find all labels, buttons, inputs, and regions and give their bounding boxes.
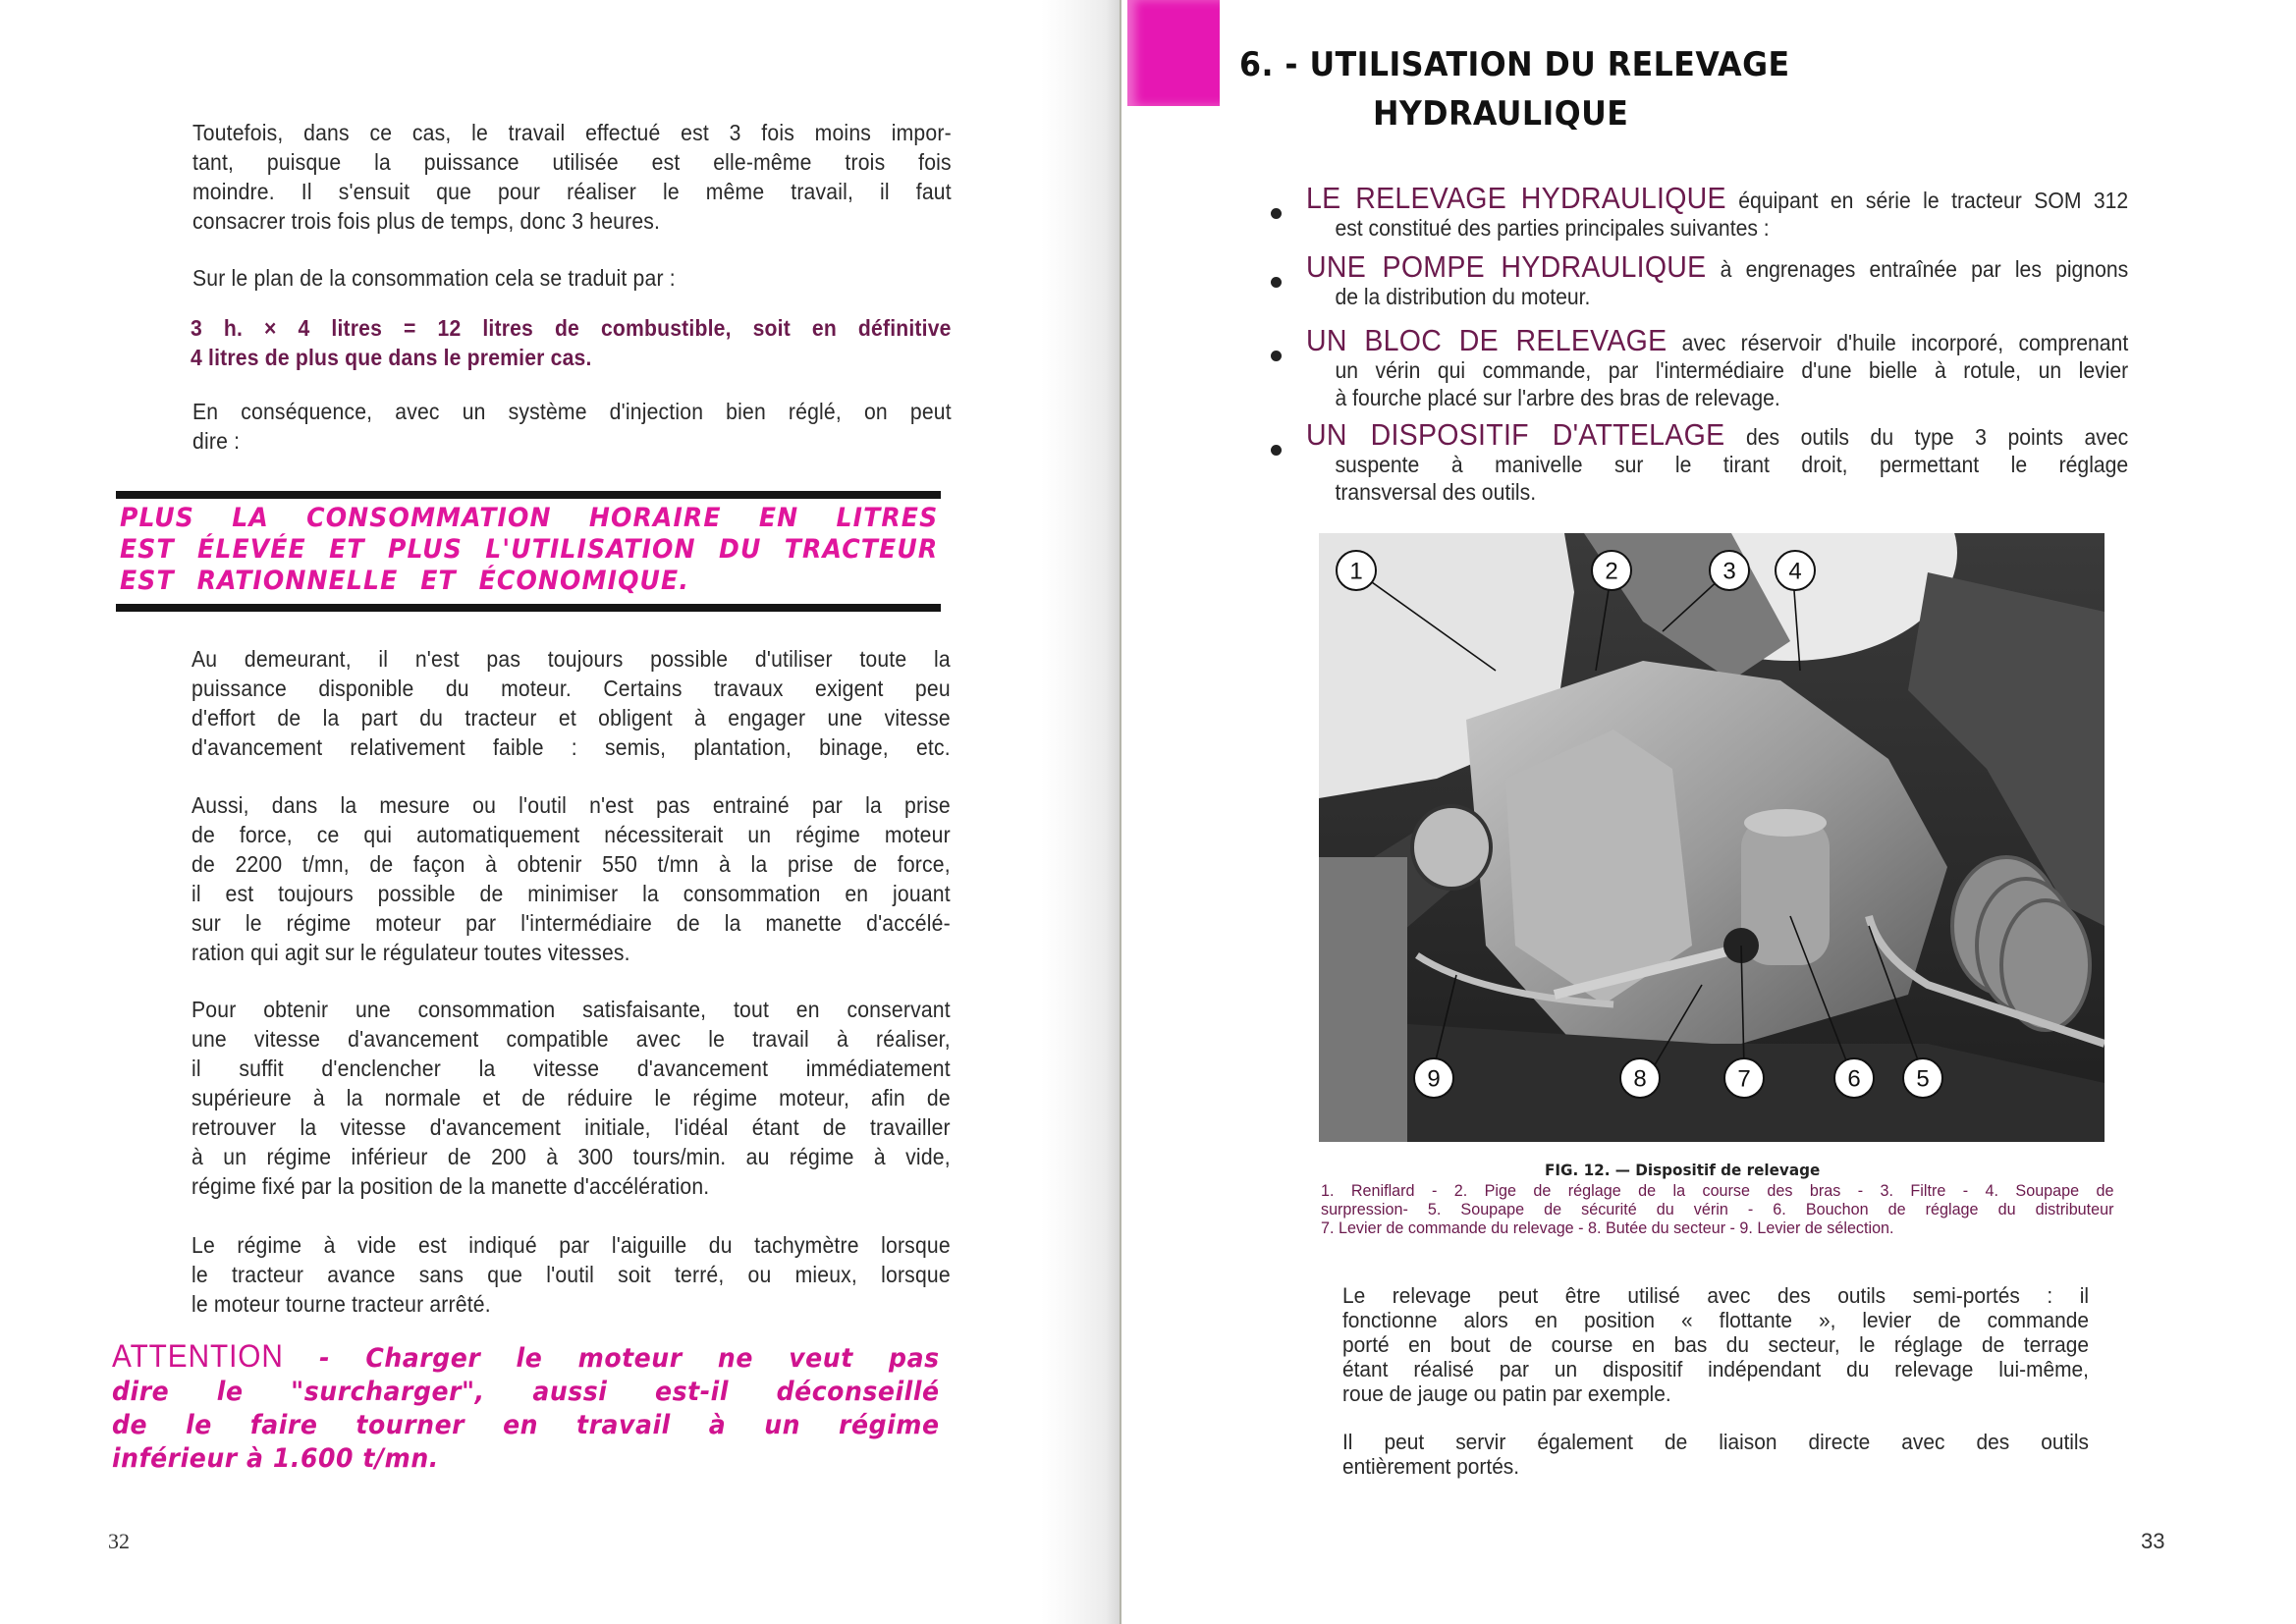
text-line: Sur le plan de la consommation cela se traduit par : — [192, 265, 676, 291]
svg-text:5: 5 — [1916, 1065, 1930, 1093]
text-line: d'avancement relativement faible : semis, plantation, binage, etc. — [191, 734, 951, 760]
banner-line: EST ÉLEVÉE ET PLUS L'UTILISATION DU TRACTEUR — [120, 534, 939, 565]
page-number-left: 32 — [108, 1529, 130, 1553]
callout-9 — [1414, 1058, 1453, 1098]
warning-line: - Charger le moteur ne veut pas — [319, 1343, 940, 1374]
bullet-icon — [1271, 351, 1282, 361]
text-line: moindre. Il s'ensuit que pour réaliser le même travail, il faut — [192, 179, 952, 204]
text-line: est constitué des parties principales suivantes : — [1335, 215, 1770, 241]
paragraph-regime-vide — [191, 1230, 951, 1319]
banner-line: PLUS LA CONSOMMATION HORAIRE EN LITRES — [120, 503, 939, 533]
text-line: le tracteur avance sans que l'outil soit terré, ou mieux, lorsque — [191, 1262, 951, 1287]
text-line: Le relevage peut être utilisé avec des outils semi-portés : il — [1342, 1283, 2089, 1308]
text-line: ration qui agit sur le régulateur toutes vitesses. — [191, 940, 630, 965]
text-line: Le régime à vide est indiqué par l'aiguille du tachymètre lorsque — [191, 1232, 951, 1258]
text-line: retrouver la vitesse d'avancement initiale, l'idéal étant de travailler — [191, 1114, 951, 1140]
text-line: 4 litres de plus que dans le premier cas. — [191, 345, 592, 370]
consumption-intro — [192, 263, 952, 293]
intro-paragraph — [192, 118, 952, 236]
bullet-heading: UNE POMPE HYDRAULIQUE — [1306, 249, 1707, 284]
banner-top-rule — [116, 491, 941, 499]
photo-illustration — [1319, 533, 2105, 1142]
figure-legend — [1321, 1181, 2114, 1237]
calculation-highlight — [191, 313, 952, 372]
bullet-icon — [1271, 277, 1282, 288]
callout-8 — [1620, 1058, 1660, 1098]
text-line: il est toujours possible de minimiser la consommation en jouant — [191, 881, 951, 906]
bullet-icon — [1271, 208, 1282, 219]
title-line-2: HYDRAULIQUE — [1373, 94, 1629, 134]
attention-warning — [112, 1339, 940, 1476]
text-line: supérieure à la normale et de réduire le régime moteur, afin de — [191, 1085, 951, 1110]
text-line: à engrenages entraînée par les pignons — [1720, 256, 2129, 282]
svg-text:3: 3 — [1722, 558, 1736, 585]
text-line: le moteur tourne tracteur arrêté. — [191, 1291, 491, 1317]
text-line: Il peut servir également de liaison directe avec des outils — [1342, 1430, 2089, 1454]
legend-line: surpression- 5. Soupape de sécurité du vérin - 6. Bouchon de réglage du distributeur — [1321, 1200, 2114, 1218]
paragraph-prise-de-force — [191, 790, 951, 967]
section-title — [1239, 45, 1790, 84]
book-spine-shadow — [1041, 0, 1121, 1624]
callout-4 — [1776, 551, 1815, 590]
svg-text:2: 2 — [1605, 558, 1618, 585]
text-line: sur le régime moteur par l'intermédiaire de la manette d'accélé- — [191, 910, 951, 936]
text-line: fonctionne alors en position « flottante », levier de commande — [1342, 1308, 2089, 1332]
text-line: d'effort de la part du tracteur et obligent à engager une vitesse — [191, 705, 951, 731]
consequence-paragraph — [192, 397, 952, 456]
text-line: Aussi, dans la mesure ou l'outil n'est pas entrainé par la prise — [191, 792, 951, 818]
callout-6 — [1834, 1058, 1874, 1098]
svg-text:4: 4 — [1788, 558, 1802, 585]
text-line: un vérin qui commande, par l'intermédiaire d'une bielle à rotule, un levier — [1335, 357, 2129, 383]
callout-5 — [1903, 1058, 1942, 1098]
warning-line: dire le "surcharger", aussi est-il déconseillé — [112, 1377, 940, 1407]
text-line: Au demeurant, il n'est pas toujours possible d'utiliser toute la — [191, 646, 951, 672]
text-line: Pour obtenir une consommation satisfaisante, tout en conservant — [191, 997, 951, 1022]
banner-bottom-rule — [116, 604, 941, 612]
legend-line: 7. Levier de commande du relevage - 8. Butée du secteur - 9. Levier de sélection. — [1321, 1218, 1894, 1237]
bullet-item — [1306, 249, 2129, 310]
text-line: tant, puisque la puissance utilisée est elle-même trois fois — [192, 149, 952, 175]
text-line: En conséquence, avec un système d'injection bien réglé, on peut — [192, 399, 952, 424]
text-line: consacrer trois fois plus de temps, donc 3 heures. — [192, 208, 661, 234]
bullet-heading: UN DISPOSITIF D'ATTELAGE — [1306, 417, 1725, 452]
callout-3 — [1710, 551, 1749, 590]
paragraph-consommation — [191, 995, 951, 1201]
text-line: de la distribution du moteur. — [1335, 284, 1591, 309]
section-number: 6. — [1239, 45, 1274, 84]
callout-1 — [1337, 551, 1376, 590]
text-line: des outils du type 3 points avec — [1745, 424, 2129, 450]
title-line-1: - UTILISATION DU RELEVAGE — [1285, 45, 1790, 84]
section-color-tab — [1127, 0, 1220, 106]
svg-text:1: 1 — [1349, 558, 1363, 585]
bullet-item — [1306, 323, 2129, 411]
text-line: il suffit d'enclencher la vitesse d'avancement immédiatement — [191, 1056, 951, 1081]
text-line: à un régime inférieur de 200 à 300 tours/min. au régime à vide, — [191, 1144, 951, 1169]
warning-line: de le faire tourner en travail à un régime — [112, 1410, 940, 1440]
bullet-heading: LE RELEVAGE HYDRAULIQUE — [1306, 181, 1726, 215]
text-line: porté en bout de course en bas du secteur, le réglage de terrage — [1342, 1332, 2089, 1357]
emphasis-banner — [120, 503, 938, 597]
paragraph-semi-portes — [1342, 1283, 2089, 1406]
text-line: roue de jauge ou patin par exemple. — [1342, 1381, 1671, 1406]
book-spine-fold — [1120, 0, 1121, 1624]
svg-text:7: 7 — [1737, 1065, 1751, 1093]
legend-line: 1. Reniflard - 2. Pige de réglage de la course des bras - 3. Filtre - 4. Soupape de — [1321, 1181, 2114, 1200]
text-line: de 2200 t/mn, de façon à obtenir 550 t/mn à la prise de force, — [191, 851, 951, 877]
bullet-heading: UN BLOC DE RELEVAGE — [1306, 323, 1667, 357]
text-line: dire : — [192, 428, 241, 454]
text-line: entièrement portés. — [1342, 1454, 1520, 1479]
text-line: transversal des outils. — [1335, 479, 1537, 505]
svg-text:8: 8 — [1633, 1065, 1647, 1093]
text-line: équipant en série le tracteur SOM 312 — [1738, 188, 2129, 213]
text-line: régime fixé par la position de la manette d'accélération. — [191, 1173, 710, 1199]
svg-text:6: 6 — [1847, 1065, 1861, 1093]
text-line: de force, ce qui automatiquement nécessiterait un régime moteur — [191, 822, 951, 847]
hydraulic-lift-photo — [1319, 533, 2105, 1142]
text-line: une vitesse d'avancement compatible avec le travail à réaliser, — [191, 1026, 951, 1052]
text-line: puissance disponible du moteur. Certains travaux exigent peu — [191, 676, 951, 701]
text-line: avec réservoir d'huile incorporé, comprenant — [1681, 330, 2129, 355]
paragraph-demeurant — [191, 644, 951, 762]
text-line: Toutefois, dans ce cas, le travail effectué est 3 fois moins impor- — [192, 120, 952, 145]
callout-2 — [1592, 551, 1631, 590]
warning-line: inférieur à 1.600 t/mn. — [112, 1443, 439, 1474]
svg-text:9: 9 — [1427, 1065, 1441, 1093]
bullet-item — [1306, 417, 2129, 506]
page-number-right: 33 — [2141, 1529, 2165, 1553]
text-line: 3 h. × 4 litres = 12 litres de combustible, soit en définitive — [191, 315, 952, 341]
text-line: étant réalisé par un dispositif indépendant du relevage lui-même, — [1342, 1357, 2089, 1381]
paragraph-liaison-directe — [1342, 1430, 2089, 1479]
text-line: suspente à manivelle sur le tirant droit, permettant le réglage — [1335, 452, 2129, 477]
bullet-icon — [1271, 445, 1282, 456]
text-line: à fourche placé sur l'arbre des bras de relevage. — [1335, 385, 1780, 410]
attention-label: ATTENTION — [112, 1338, 284, 1374]
banner-line: EST RATIONNELLE ET ÉCONOMIQUE. — [120, 566, 689, 596]
callout-7 — [1724, 1058, 1764, 1098]
bullet-item — [1306, 181, 2129, 242]
figure-title: FIG. 12. — Dispositif de relevage — [1545, 1161, 1821, 1179]
